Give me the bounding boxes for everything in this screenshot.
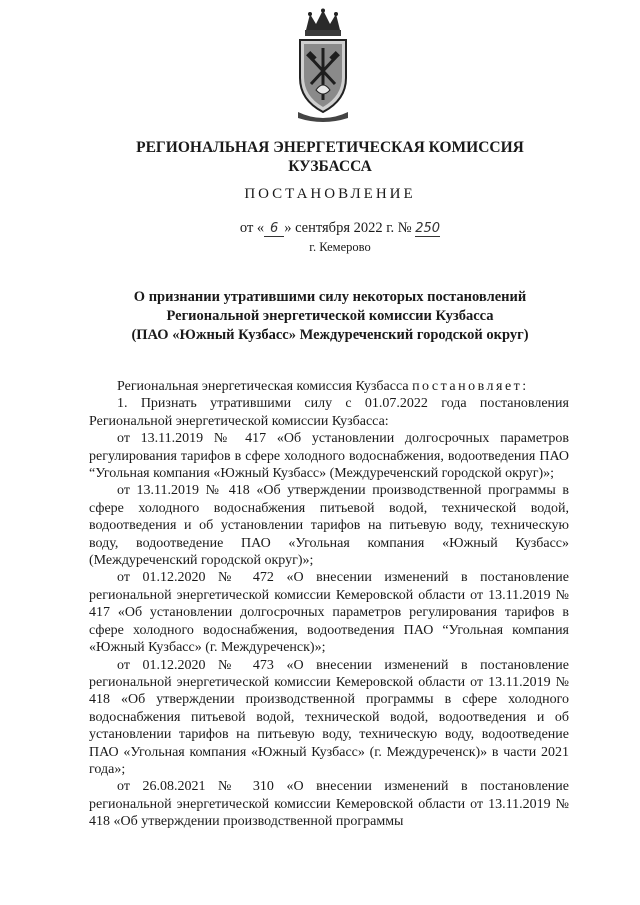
document-subject: [90, 288, 570, 345]
body-paragraph: от 26.08.2021 № 310 «О внесении изменений в постановление региональной энергетической комиссии Кемеровской области от 13.11.2019 № 418 «Об утверждении производственной программы: [89, 779, 569, 830]
date-prefix: от «: [239, 220, 265, 236]
body-paragraph: от 13.11.2019 № 418 «Об утверждении производственной программы в сфере холодного водоснабжения питьевой водой, технической водой, водоотведения и об установлении тарифов на питьевую воду, техническую воду, водоотведение ПАО «Угольная компания «Южный Кузбасс» (Междуреченский городской округ)»;: [89, 483, 569, 569]
date-day: 6: [264, 222, 284, 237]
body-paragraph: от 01.12.2020 № 473 «О внесении изменений в постановление региональной энергетической комиссии Кемеровской области от 13.11.2019 № 418 «Об утверждении производственной программы в сфере холодного водоснабжения питьевой водой, технической водой, водоотведения и об установлении тарифов на питьевую воду, техническую воду, водоотведение ПАО «Угольная компания «Южный Кузбасс» (г. Междуреченск)» в части 2021 года»;: [89, 657, 569, 777]
body-paragraph: 1. Признать утратившими силу с 01.07.2022 года постановления Региональной энергетической комиссии Кузбасса:: [89, 396, 569, 429]
body-paragraph: от 13.11.2019 № 417 «Об установлении долгосрочных параметров регулирования тарифов в сфере холодного водоснабжения, водоотведения ПАО “Угольная компания «Южный Кузбасс» (Междуреченский городской округ)»;: [89, 431, 569, 482]
organization-name: [120, 138, 540, 176]
subject-line3: (ПАО «Южный Кузбасс» Междуреченский городской округ): [131, 327, 529, 343]
subject-line1: О признании утратившими силу некоторых постановлений: [133, 289, 527, 305]
intro-text: Региональная энергетическая комиссия Кузбасса: [117, 379, 409, 394]
subject-line2: Региональной энергетической комиссии Кузбасса: [166, 308, 494, 324]
document-body: [89, 378, 569, 831]
organization-name-line2: КУЗБАССА: [288, 158, 372, 175]
date-middle: » сентября 2022 г. №: [284, 220, 412, 236]
document-type: ПОСТАНОВЛЕНИЕ: [244, 186, 416, 202]
document-date-line: [200, 220, 480, 237]
kuzbass-coat-of-arms-icon: [294, 8, 352, 124]
intro-paragraph: [89, 378, 569, 395]
organization-name-line1: РЕГИОНАЛЬНАЯ ЭНЕРГЕТИЧЕСКАЯ КОМИССИЯ: [136, 139, 524, 156]
intro-verb: постановляет:: [412, 379, 529, 394]
body-paragraph: от 01.12.2020 № 472 «О внесении изменений в постановление региональной энергетической комиссии Кемеровской области от 13.11.2019 № 417 «Об установлении долгосрочных параметров регулирования тарифов в сфере холодного водоснабжения, водоотведения ПАО “Угольная компания «Южный Кузбасс» (г. Междуреченск)»;: [89, 570, 569, 656]
city: г. Кемерово: [309, 240, 371, 254]
document-number: 250: [415, 221, 441, 236]
